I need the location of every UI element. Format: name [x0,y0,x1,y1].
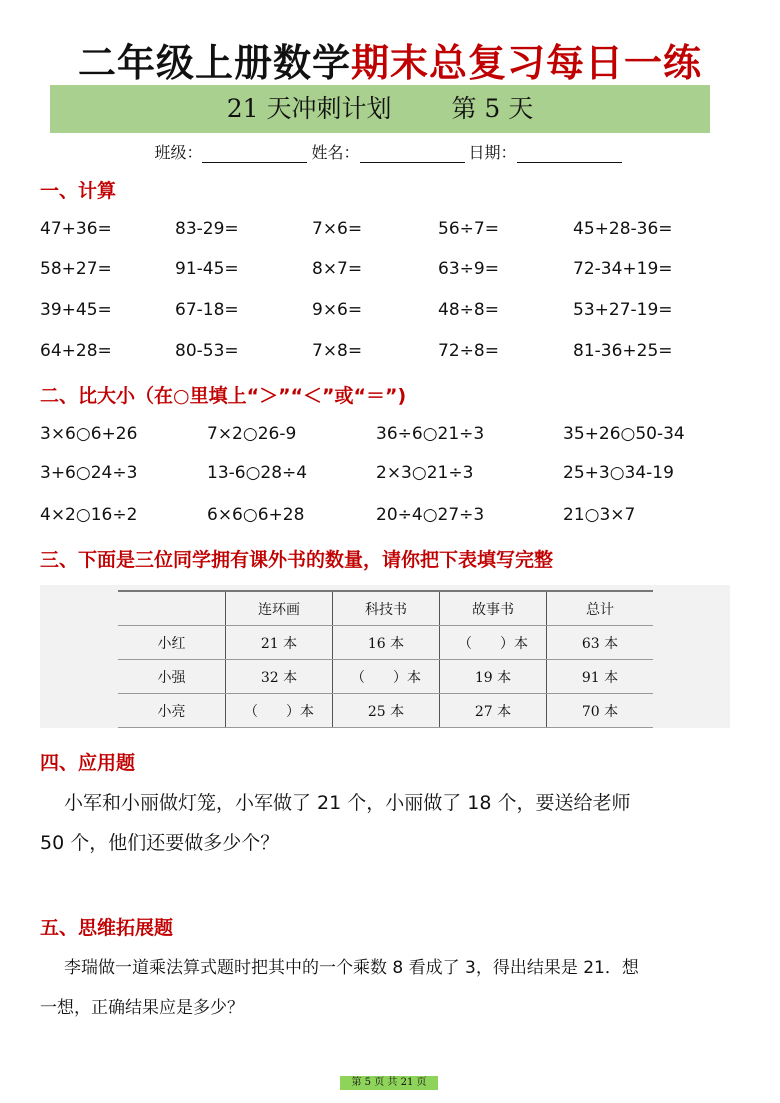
date-field[interactable] [517,146,622,163]
plan-label: 21 天冲刺计划 [226,94,392,123]
table-cell: 故事书 [440,591,547,626]
page-number: 第 5 页 共 21 页 [340,1076,438,1090]
table-cell: 总计 [547,591,654,626]
calc-item: 56÷7= [438,219,499,239]
section2-heading: 二、比大小（在○里填上“＞”“＜”或“＝”) [40,385,407,407]
compare-item: 36÷6○21÷3 [376,424,485,444]
day-label: 第 5 天 [451,94,534,123]
thinking-problem-line2: 一想，正确结果应是多少？ [40,998,244,1018]
compare-item: 6×6○6+28 [207,505,305,525]
table-cell: 63 本 [547,626,654,660]
table-cell: 70 本 [547,694,654,728]
table-cell: 16 本 [333,626,440,660]
calc-item: 72-34+19= [573,259,673,279]
calc-item: 58+27= [40,259,112,279]
calc-item: 63÷9= [438,259,499,279]
table-row [118,626,653,660]
calc-item: 80-53= [175,341,239,361]
page-title [0,32,780,87]
thinking-problem-line1: 李瑞做一道乘法算式题时把其中的一个乘数 8 看成了 3，得出结果是 21．想 [64,958,639,978]
table-cell: 27 本 [440,694,547,728]
compare-item: 7×2○26-9 [207,424,297,444]
table-row [118,660,653,694]
compare-item: 21○3×7 [563,505,636,525]
compare-item: 35+26○50-34 [563,424,685,444]
table-row [118,694,653,728]
table-cell: 小亮 [118,694,226,728]
calc-item: 48÷8= [438,300,499,320]
table-cell: 连环画 [226,591,333,626]
date-label: 日期： [468,143,517,162]
compare-item: 3×6○6+26 [40,424,138,444]
table-cell: 科技书 [333,591,440,626]
section4-heading: 四、应用题 [40,752,136,774]
calc-item: 8×7= [312,259,363,279]
table-cell: （ ）本 [226,694,333,728]
table-cell [118,591,226,626]
calc-item: 81-36+25= [573,341,673,361]
section5-heading: 五、思维拓展题 [40,917,174,939]
table-cell: 小红 [118,626,226,660]
calc-item: 9×6= [312,300,363,320]
compare-item: 2×3○21÷3 [376,463,474,483]
word-problem-line2: 50 个，他们还要做多少个？ [40,832,280,854]
word-problem-line1: 小军和小丽做灯笼，小军做了 21 个，小丽做了 18 个，要送给老师 [64,792,631,814]
class-label: 班级： [154,143,203,162]
table-cell: 32 本 [226,660,333,694]
compare-item: 13-6○28÷4 [207,463,308,483]
section3-heading: 三、下面是三位同学拥有课外书的数量，请你把下表填写完整 [40,549,554,571]
table-cell: （ ）本 [333,660,440,694]
compare-item: 3+6○24÷3 [40,463,138,483]
title-black: 二年级上册数学 [77,41,351,85]
compare-item: 20÷4○27÷3 [376,505,485,525]
name-label: 姓名： [311,143,360,162]
section1-heading: 一、计算 [40,180,117,202]
student-info [0,140,780,163]
table-header [118,591,653,626]
table-cell: 91 本 [547,660,654,694]
name-field[interactable] [360,146,465,163]
calc-item: 53+27-19= [573,300,673,320]
compare-item: 4×2○16÷2 [40,505,138,525]
class-field[interactable] [202,146,307,163]
calc-item: 64+28= [40,341,112,361]
table-cell: 25 本 [333,694,440,728]
title-red: 期末总复习每日一练 [351,41,703,85]
calc-item: 67-18= [175,300,239,320]
table-cell: 19 本 [440,660,547,694]
table-cell: 小强 [118,660,226,694]
calc-item: 91-45= [175,259,239,279]
calc-item: 83-29= [175,219,239,239]
table-cell: （ ）本 [440,626,547,660]
calc-item: 7×8= [312,341,363,361]
table-cell: 21 本 [226,626,333,660]
compare-item: 25+3○34-19 [563,463,674,483]
calc-item: 39+45= [40,300,112,320]
calc-item: 47+36= [40,219,112,239]
calc-item: 45+28-36= [573,219,673,239]
calc-item: 7×6= [312,219,363,239]
books-table [118,590,653,728]
plan-banner [50,85,710,133]
calc-item: 72÷8= [438,341,499,361]
